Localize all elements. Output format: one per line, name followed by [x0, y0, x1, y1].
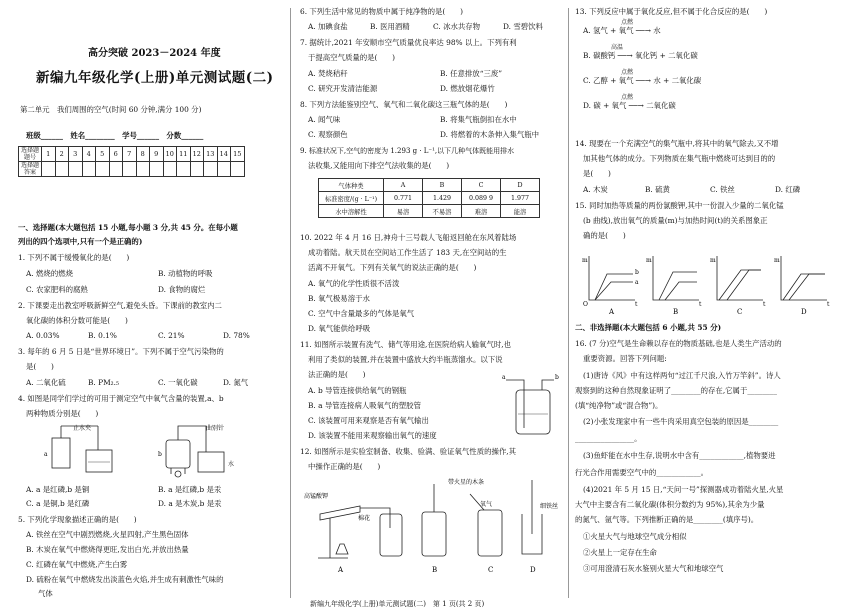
q4-option-d[interactable]: D. a 是木炭,b 是汞	[158, 499, 222, 508]
num-cell: 8	[136, 147, 150, 162]
q13-cond-d: 点燃	[621, 94, 634, 101]
q5-option-d[interactable]: D. 硫粉在氧气中燃烧发出淡蓝色火焰,并生成有刺激性气味的	[26, 575, 224, 584]
num-cell: 10	[163, 147, 177, 162]
q10-stem-3: 活离不开氧气。下列有关氧气的说法正确的是( )	[308, 263, 477, 272]
q4-label-a: a	[44, 451, 48, 458]
q6-stem: 6. 下列生活中常见的物质中属于纯净物的是( )	[300, 7, 463, 16]
answer-cell[interactable]	[82, 162, 96, 177]
q12-label-kmno4: 高锰酸钾	[304, 493, 329, 500]
q13-cond-a: 点燃	[621, 19, 634, 26]
solubility-label: 水中溶解性	[319, 205, 384, 218]
q15-graph-c-curve-a	[727, 270, 761, 300]
num-cell: 5	[96, 147, 110, 162]
q2-option-c[interactable]: C. 21%	[158, 331, 185, 340]
q9-stem-2: 法收集,又能用向下排空气法收集的是( )	[308, 161, 450, 170]
q4-option-b[interactable]: B. a 是红磷,b 是汞	[158, 485, 222, 494]
q16-line-8[interactable]: (3)鱼虾能在水中生存,说明水中含有____________,植物要进	[583, 451, 776, 460]
answer-cell[interactable]	[204, 162, 218, 177]
num-cell: 1	[42, 147, 56, 162]
q16-line-2: 重要资源。回答下列问题:	[583, 354, 667, 363]
q16-line-9[interactable]: 行光合作用需要空气中的____________。	[575, 468, 709, 477]
q13-option-a[interactable]: A. 氢气 + 氧气 ──→ 水	[583, 26, 661, 35]
q15-axis-t-b: t	[699, 301, 702, 308]
q15-axis-o-a: O	[583, 301, 588, 308]
q15-graph-b-curve-b	[659, 272, 697, 300]
num-cell: 6	[109, 147, 123, 162]
q11-wash-bottle-figure	[500, 370, 562, 440]
q15-axis-m-d: m	[774, 257, 780, 264]
density-cell: 0.771	[384, 192, 423, 205]
q3-option-b[interactable]: B. PM₂.₅	[88, 378, 119, 387]
solubility-cell: 易溶	[384, 205, 423, 218]
q12-bottle-a	[380, 514, 402, 556]
gas-header: C	[462, 179, 501, 192]
q5-option-a[interactable]: A. 铁丝在空气中剧烈燃烧,火星四射,产生黑色固体	[26, 530, 189, 539]
q12-test-tube-a	[320, 506, 360, 520]
solubility-cell: 能溶	[501, 205, 540, 218]
q12-label-splint: 带火星的木条	[448, 479, 485, 486]
q4-label-clip: 曲别针	[206, 425, 225, 432]
answer-cell[interactable]	[69, 162, 83, 177]
section1-heading-2: 列出的四个选项中,只有一个是正确的)	[18, 237, 143, 246]
q13-option-b[interactable]: B. 碳酸钙 ──→ 氧化钙 + 二氧化碳	[583, 51, 698, 60]
density-cell: 0.089 9	[462, 192, 501, 205]
q16-line-14: ②火星上一定存在生命	[583, 548, 657, 557]
gas-header: D	[501, 179, 540, 192]
student-info: 班级______ 姓名________ 学号______ 分数______	[26, 131, 204, 140]
answer-cell[interactable]	[177, 162, 191, 177]
answer-cell[interactable]	[42, 162, 56, 177]
q15-stem-2: (b 曲线),放出氧气的质量(m)与加热时间(t)的关系图象正	[583, 216, 768, 225]
q12-bottle-c	[478, 510, 502, 556]
q4-beaker-right	[198, 452, 224, 472]
q5-option-d-2: 气体	[38, 589, 53, 598]
q9-gas-table	[318, 178, 540, 218]
q15-axis-m-c: m	[710, 257, 716, 264]
q8-option-d[interactable]: D. 将燃着的木条伸入集气瓶中	[440, 130, 540, 139]
section1-heading: 一、选择题(本大题包括 15 小题,每小题 3 分,共 45 分。在每小题	[18, 223, 238, 232]
q14-option-d[interactable]: D. 红磷	[775, 185, 801, 194]
gas-header: B	[423, 179, 462, 192]
page-title: 新编九年级化学(上册)单元测试题(二)	[36, 70, 274, 86]
q10-option-a[interactable]: A. 氧气的化学性质很不活泼	[308, 279, 400, 288]
q13-stem: 13. 下列反应中属于氧化反应,但不属于化合反应的是( )	[575, 7, 768, 16]
q11-label-b: b	[555, 374, 559, 381]
q10-option-c[interactable]: C. 空气中含量最多的气体是氧气	[308, 309, 415, 318]
q4-burner	[175, 471, 181, 477]
q12-stem: 12. 如图所示是实验室制备、收集、验满、验证氧气性质的操作,其	[300, 447, 517, 456]
answer-cell[interactable]	[217, 162, 231, 177]
q6-option-b[interactable]: B. 医用酒精	[370, 22, 410, 31]
q14-stem: 14. 现要在一个充满空气的集气瓶中,将其中的氧气除去,又不增	[575, 139, 779, 148]
q6-option-d[interactable]: D. 雪碧饮料	[503, 22, 543, 31]
num-cell: 12	[190, 147, 204, 162]
density-cell: 1.977	[501, 192, 540, 205]
q7-stem: 7. 据统计,2021 年安顺市空气质量优良率达 98% 以上。下列有利	[300, 38, 517, 47]
q11-option-d[interactable]: D. 该装置不能用来观察输出氧气的速度	[308, 431, 437, 440]
q4-option-c[interactable]: C. a 是铜,b 是红磷	[26, 499, 90, 508]
q12-lamp	[336, 544, 348, 554]
q3-option-a[interactable]: A. 二氧化硫	[26, 378, 66, 387]
q15-label-c: C	[737, 308, 743, 316]
q11-label-a: a	[502, 374, 506, 381]
q15-curve-label-a: a	[635, 279, 639, 286]
q15-graph-b-curve-a	[665, 282, 697, 300]
q9-stem: 9. 标准状况下,空气的密度为 1.293 g · L⁻¹,以下几种气体既能用排水	[300, 147, 515, 155]
q7-option-c[interactable]: C. 研究开发清洁能源	[308, 84, 378, 93]
q6-option-a[interactable]: A. 加碘食盐	[308, 22, 348, 31]
q3-stem-2: 是( )	[26, 362, 54, 371]
answer-cell[interactable]	[55, 162, 69, 177]
q16-line-7[interactable]: ________________。	[575, 434, 642, 443]
q14-stem-2: 加其他气体的成分。下列物质在集气瓶中燃烧可达到目的的	[583, 154, 776, 163]
q15-graph-d-curve-a	[789, 274, 825, 300]
row-label: 选择题答案	[19, 162, 42, 177]
column-divider-left	[290, 8, 291, 598]
q4-label-b: b	[158, 451, 162, 458]
q12-apparatus-figure	[300, 474, 562, 574]
q11-option-b[interactable]: B. a 导管连接病人吸氧气的塑胶管	[308, 401, 421, 410]
q4-beaker-left	[86, 450, 112, 472]
q10-option-b[interactable]: B. 氧气极易溶于水	[308, 294, 370, 303]
q7-option-a[interactable]: A. 焚烧秸秆	[308, 69, 348, 78]
q12-label-b: B	[432, 566, 438, 574]
q11-option-c[interactable]: C. 该装置可用来观察是否有氧气输出	[308, 416, 429, 425]
q15-axis-t-c: t	[763, 301, 766, 308]
unit-subtitle: 第二单元 我们周围的空气(时间 60 分钟,满分 100 分)	[20, 105, 202, 114]
answer-cell[interactable]	[96, 162, 110, 177]
q1-stem: 1. 下列不属于缓慢氧化的是( )	[18, 253, 130, 262]
q15-stem: 15. 同时加热等质量的两份氯酸钾,其中一份混入少量的二氧化锰	[575, 201, 784, 210]
q1-option-c[interactable]: C. 农家肥料的腐熟	[26, 285, 88, 294]
q15-graphs-figure	[579, 252, 841, 316]
q7-option-b[interactable]: B. 任意排放“三废”	[440, 69, 503, 78]
q12-label-wire: 细铁丝	[540, 503, 559, 510]
q2-option-a[interactable]: A. 0.03%	[26, 331, 60, 340]
solubility-cell: 难溶	[462, 205, 501, 218]
q7-stem-2: 于提高空气质量的是( )	[308, 53, 396, 62]
q2-stem-2: 氧化碳的体积分数可能是( )	[26, 316, 128, 325]
q15-label-d: D	[801, 308, 807, 316]
q15-graph-b-axes	[653, 256, 699, 300]
q12-stand	[318, 518, 348, 558]
q12-stem-2: 中操作正确的是( )	[308, 462, 381, 471]
num-cell: 4	[82, 147, 96, 162]
q12-label-c: C	[488, 566, 494, 574]
num-cell: 14	[217, 147, 231, 162]
q15-axis-t-d: t	[827, 301, 830, 308]
answer-cell[interactable]	[190, 162, 204, 177]
q3-option-d[interactable]: D. 氮气	[223, 378, 249, 387]
q6-option-c[interactable]: C. 冰水共存物	[433, 22, 481, 31]
q15-graph-a-curve-a	[595, 282, 633, 300]
q8-option-a[interactable]: A. 闻气味	[308, 115, 341, 124]
q15-axis-t-a: t	[635, 301, 638, 308]
q5-stem: 5. 下列化学现象描述正确的是( )	[18, 515, 137, 524]
solubility-cell: 不易溶	[423, 205, 462, 218]
q16-line-3: (1)唐诗《风》中有这样两句“过江千尺浪,入竹万竿斜”。诗人	[583, 371, 781, 380]
q3-stem: 3. 每年的 6 月 5 日是“世界环境日”。下列不属于空气污染物的	[18, 347, 224, 356]
answer-cell[interactable]	[109, 162, 123, 177]
q1-option-a[interactable]: A. 燃烧的燃烧	[26, 269, 73, 278]
density-cell: 1.429	[423, 192, 462, 205]
gas-header: 气体种类	[319, 179, 384, 192]
num-cell: 2	[55, 147, 69, 162]
num-cell: 9	[150, 147, 164, 162]
q1-option-b[interactable]: B. 动植物的呼吸	[158, 269, 213, 278]
q11-stem-3: 法正确的是( )	[308, 370, 366, 379]
q16-line-5: (填“纯净物”或“混合物”)。	[575, 401, 663, 410]
q7-option-d[interactable]: D. 燃放烟花爆竹	[440, 84, 495, 93]
q15-graph-a-curve-b	[595, 274, 633, 300]
num-cell: 11	[177, 147, 191, 162]
q4-bottle-left	[52, 438, 70, 468]
q15-graph-a-axes	[589, 256, 635, 300]
answer-cell[interactable]	[231, 162, 245, 177]
q11-stem: 11. 如图所示装置有洗气、储气等用途,在医院给病人输氧气时,也	[300, 340, 511, 349]
q10-stem: 10. 2022 年 4 月 16 日,神舟十三号载人飞船返回舱在东风着陆场	[300, 233, 517, 242]
q2-stem: 2. 下课要走出教室呼吸新鲜空气,避免头昏。下课前的教室内二	[18, 301, 222, 310]
q14-option-a[interactable]: A. 木炭	[583, 185, 608, 194]
q11-option-a[interactable]: A. b 导管连接供给氧气的钢瓶	[308, 386, 407, 395]
q16-line-1: 16. (7 分)空气是生命赖以存在的物质基础,也是人类生产活动的	[575, 339, 782, 348]
q15-stem-3: 确的是( )	[583, 231, 626, 240]
q13-cond-c: 点燃	[621, 69, 634, 76]
q8-option-b[interactable]: B. 将集气瓶倒扣在水中	[440, 115, 517, 124]
q4-label-clamp: 止水夹	[73, 425, 92, 432]
footer: 新编九年级化学(上册)单元测试题(二) 第 1 页(共 2 页)	[310, 600, 485, 608]
q14-option-c[interactable]: C. 铁丝	[710, 185, 735, 194]
q15-label-a: A	[609, 308, 615, 316]
q2-option-d[interactable]: D. 78%	[223, 331, 250, 340]
num-cell: 15	[231, 147, 245, 162]
q14-stem-3: 是( )	[583, 169, 611, 178]
q14-option-b[interactable]: B. 硫黄	[645, 185, 670, 194]
q16-line-6[interactable]: (2)小张发现家中有一些牛肉采用真空包装的原因是________	[583, 417, 779, 426]
gas-header: A	[384, 179, 423, 192]
q4-label-water: 水	[228, 461, 235, 468]
answer-cell[interactable]	[123, 162, 137, 177]
section2-heading: 二、非选择题(本大题包括 6 小题,共 55 分)	[575, 323, 722, 332]
q4-flask-right	[166, 440, 190, 468]
q10-stem-2: 成功着陆。航天员在空间站工作生活了 183 天,在空间站的生	[308, 248, 507, 257]
q11-stem-2: 利用了类似的装置,并在装置中盛放大约半瓶蒸馏水。以下说	[308, 355, 503, 364]
q12-label-d: D	[530, 566, 536, 574]
row-label: 选择题题号	[19, 147, 42, 162]
q11-bottle	[516, 390, 550, 434]
q10-option-d[interactable]: D. 氧气能供给呼吸	[308, 324, 371, 333]
num-cell: 7	[123, 147, 137, 162]
q16-line-10: (4)2021 年 5 月 15 日,“天问一号”探测器成功着陆火星,火星	[583, 485, 784, 494]
q4-stem-2: 两种物质分别是( )	[26, 409, 99, 418]
q1-option-d[interactable]: D. 食物的腐烂	[158, 285, 206, 294]
num-cell: 3	[69, 147, 83, 162]
q15-graph-c-curve-b	[719, 270, 761, 300]
q12-bottle-b	[422, 512, 446, 556]
q8-stem: 8. 下列方法能鉴别空气、氧气和二氧化碳这三瓶气体的是( )	[300, 100, 508, 109]
q16-line-11: 大气中主要含有二氧化碳(体积分数约为 95%),其余为少量	[575, 500, 765, 509]
num-cell: 13	[204, 147, 218, 162]
q4-apparatus-figure	[28, 420, 268, 480]
density-label: 标准密度/(g · L⁻¹)	[319, 192, 384, 205]
answer-cell[interactable]	[136, 162, 150, 177]
q4-stem: 4. 如图是同学们学过的可用于测定空气中氧气含量的装置,a、b	[18, 394, 224, 403]
q16-line-4[interactable]: 观察到的这种自然现象证明了________的存在,它属于________	[575, 386, 777, 395]
q4-option-a[interactable]: A. a 是红磷,b 是铜	[26, 485, 90, 494]
q13-option-c[interactable]: C. 乙醇 + 氧气 ──→ 水 + 二氧化碳	[583, 76, 702, 85]
q13-cond-b: 高温	[611, 44, 624, 51]
q5-option-b[interactable]: B. 木炭在氧气中燃烧得更旺,发出白光,并放出热量	[26, 545, 189, 554]
q8-option-c[interactable]: C. 观察颜色	[308, 130, 348, 139]
q16-line-15: ③可用澄清石灰水鉴别火星大气和地球空气	[583, 564, 724, 573]
q15-axis-m-b: m	[646, 257, 652, 264]
q3-option-c[interactable]: C. 一氧化碳	[158, 378, 198, 387]
answer-cell[interactable]	[150, 162, 164, 177]
score-table	[18, 146, 245, 177]
q16-line-12[interactable]: 的氮气、氩气等。下列推断正确的是________(填序号)。	[575, 515, 759, 524]
q5-option-c[interactable]: C. 红磷在氧气中燃烧,产生白雾	[26, 560, 128, 569]
series-title: 高分突破 2023－2024 年度	[88, 48, 221, 59]
q15-label-b: B	[673, 308, 679, 316]
q12-label-oxygen: 氧气	[480, 501, 493, 508]
answer-cell[interactable]	[163, 162, 177, 177]
q13-option-d[interactable]: D. 碳 + 氧气 ──→ 二氧化碳	[583, 101, 676, 110]
q15-graph-d-curve-b	[783, 274, 825, 300]
column-divider-right	[568, 8, 569, 598]
q15-curve-label-b: b	[635, 269, 639, 276]
q12-label-a: A	[338, 566, 344, 574]
q15-axis-m-a: m	[582, 257, 588, 264]
q12-label-cotton: 棉花	[358, 515, 371, 522]
q16-line-13: ①火星大气与地球空气成分相似	[583, 532, 687, 541]
q2-option-b[interactable]: B. 0.1%	[88, 331, 117, 340]
